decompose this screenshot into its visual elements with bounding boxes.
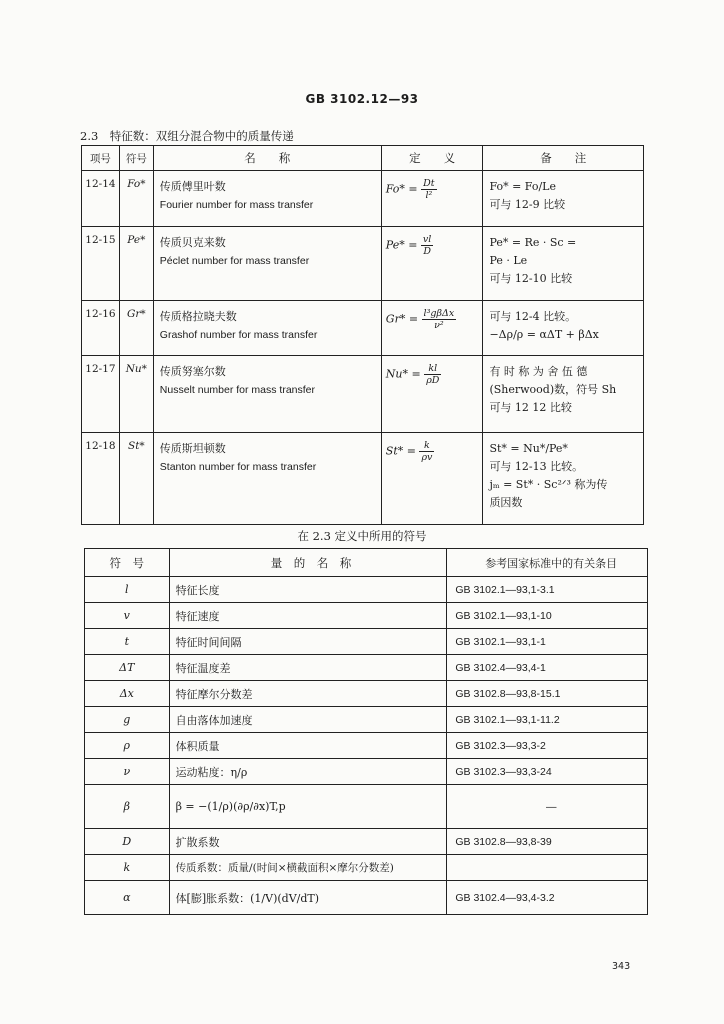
row-name bbox=[153, 433, 381, 525]
quantity-cell: 特征温度差 bbox=[169, 655, 447, 681]
def-fraction bbox=[421, 234, 433, 257]
col-header-symbol: 符号 bbox=[119, 146, 153, 171]
def-denominator: l² bbox=[425, 190, 433, 201]
quantity-cell: 体积质量 bbox=[169, 733, 447, 759]
symbols-table-caption: 在 2.3 定义中所用的符号 bbox=[297, 529, 427, 543]
row-id: 12-16 bbox=[82, 301, 120, 356]
def-numerator: vl bbox=[422, 234, 432, 245]
remark-line: 质因数 bbox=[489, 496, 523, 509]
remark-line: (Sherwood)数，符号 Sh bbox=[489, 383, 617, 396]
row-definition bbox=[381, 301, 483, 356]
quantity-cell: 运动粘度：η/ρ bbox=[169, 759, 447, 785]
quantity-cell: 特征时间间隔 bbox=[169, 629, 447, 655]
symbol-cell: Δx bbox=[85, 681, 170, 707]
col-header-name: 名 称 bbox=[153, 146, 381, 171]
quantity-cell: 体[膨]胀系数：(1/V)(dV/dT) bbox=[169, 881, 447, 915]
symbol-cell: β bbox=[85, 785, 170, 829]
def-fraction bbox=[421, 178, 436, 201]
reference-cell: GB 3102.4—93,4-1 bbox=[447, 655, 648, 681]
name-zh: 传质斯坦顿数 bbox=[159, 442, 226, 455]
def-lhs: Nu* = bbox=[385, 367, 421, 381]
table-row bbox=[82, 227, 644, 301]
symbol-cell: ν bbox=[85, 759, 170, 785]
symbol-cell: α bbox=[85, 881, 170, 915]
table-row bbox=[85, 759, 648, 785]
remark-line: jₘ = St* · Sc²ᐟ³ 称为传 bbox=[489, 478, 608, 491]
table-row bbox=[82, 356, 644, 433]
reference-cell: GB 3102.1—93,1-11.2 bbox=[447, 707, 648, 733]
symbol-cell: v bbox=[85, 603, 170, 629]
quantity-cell: 扩散系数 bbox=[169, 829, 447, 855]
quantity-cell: 特征摩尔分数差 bbox=[169, 681, 447, 707]
remark-line: Pe* = Re · Sc = bbox=[489, 236, 577, 249]
row-symbol: Nu* bbox=[119, 356, 153, 433]
table-row bbox=[85, 655, 648, 681]
col-header-symbol: 符 号 bbox=[85, 549, 170, 577]
def-lhs: Fo* = bbox=[385, 182, 418, 196]
row-remarks bbox=[483, 171, 644, 227]
table-row bbox=[85, 681, 648, 707]
symbol-cell: l bbox=[85, 577, 170, 603]
symbol-cell: g bbox=[85, 707, 170, 733]
name-zh: 传质努塞尔数 bbox=[159, 365, 226, 378]
table-row bbox=[85, 785, 648, 829]
remark-line: 可与 12-10 比较 bbox=[489, 272, 573, 285]
row-name bbox=[153, 356, 381, 433]
remark-line: 可与 12-4 比较。 bbox=[489, 310, 577, 323]
table-header-row bbox=[85, 549, 648, 577]
def-numerator: Dt bbox=[423, 178, 435, 189]
def-lhs: St* = bbox=[385, 444, 416, 458]
def-denominator: ρD bbox=[426, 375, 440, 386]
col-header-reference: 参考国家标准中的有关条目 bbox=[447, 549, 648, 577]
col-header-quantity: 量 的 名 称 bbox=[169, 549, 447, 577]
remark-line: St* = Nu*/Pe* bbox=[489, 442, 568, 455]
reference-cell: GB 3102.3—93,3-2 bbox=[447, 733, 648, 759]
remark-line: 可与 12-9 比较 bbox=[489, 198, 566, 211]
name-en: Nusselt number for mass transfer bbox=[159, 384, 316, 396]
table-row bbox=[82, 301, 644, 356]
def-denominator: ν² bbox=[434, 320, 444, 331]
row-symbol: Pe* bbox=[119, 227, 153, 301]
def-lhs: Gr* = bbox=[385, 312, 419, 326]
quantity-cell: β = −(1/ρ)(∂ρ/∂x)T,p bbox=[169, 785, 447, 829]
def-lhs: Pe* = bbox=[385, 238, 418, 252]
symbol-cell: D bbox=[85, 829, 170, 855]
table-row bbox=[85, 629, 648, 655]
row-definition bbox=[381, 433, 483, 525]
def-fraction bbox=[422, 308, 457, 331]
row-symbol: Gr* bbox=[119, 301, 153, 356]
table-row bbox=[82, 433, 644, 525]
row-symbol: St* bbox=[119, 433, 153, 525]
quantity-cell: 自由落体加速度 bbox=[169, 707, 447, 733]
characteristic-numbers-table bbox=[81, 145, 644, 525]
name-zh: 传质傅里叶数 bbox=[159, 180, 226, 193]
table-row bbox=[82, 171, 644, 227]
remark-line: 有 时 称 为 舍 伍 德 bbox=[489, 365, 588, 378]
table-row bbox=[85, 855, 648, 881]
def-numerator: k bbox=[419, 440, 434, 452]
name-en: Fourier number for mass transfer bbox=[159, 199, 314, 211]
name-en: Stanton number for mass transfer bbox=[159, 461, 317, 473]
symbols-table bbox=[84, 548, 648, 915]
remark-line: 可与 12 12 比较 bbox=[489, 401, 572, 414]
remark-line: 可与 12-13 比较。 bbox=[489, 460, 584, 473]
col-header-id: 项号 bbox=[82, 146, 120, 171]
row-remarks bbox=[483, 301, 644, 356]
row-id: 12-18 bbox=[82, 433, 120, 525]
row-id: 12-15 bbox=[82, 227, 120, 301]
table-row bbox=[85, 733, 648, 759]
reference-cell: GB 3102.8—93,8-39 bbox=[447, 829, 648, 855]
row-id: 12-17 bbox=[82, 356, 120, 433]
name-en: Péclet number for mass transfer bbox=[159, 255, 310, 267]
row-definition bbox=[381, 227, 483, 301]
def-numerator: l³gβΔx bbox=[423, 308, 455, 319]
col-header-remarks: 备 注 bbox=[483, 146, 644, 171]
symbol-cell: k bbox=[85, 855, 170, 881]
def-fraction bbox=[424, 363, 441, 386]
symbol-cell: ΔT bbox=[85, 655, 170, 681]
symbol-cell: t bbox=[85, 629, 170, 655]
table-row bbox=[85, 577, 648, 603]
row-symbol: Fo* bbox=[119, 171, 153, 227]
reference-cell: GB 3102.8—93,8-15.1 bbox=[447, 681, 648, 707]
name-zh: 传质格拉晓夫数 bbox=[159, 310, 237, 323]
row-remarks bbox=[483, 227, 644, 301]
row-name bbox=[153, 171, 381, 227]
reference-cell: GB 3102.4—93,4-3.2 bbox=[447, 881, 648, 915]
reference-cell: GB 3102.1—93,1-10 bbox=[447, 603, 648, 629]
def-numerator: kl bbox=[424, 363, 441, 375]
table-header-row bbox=[82, 146, 644, 171]
reference-cell: GB 3102.3—93,3-24 bbox=[447, 759, 648, 785]
reference-cell bbox=[447, 855, 648, 881]
row-definition bbox=[381, 171, 483, 227]
def-denominator: D bbox=[423, 246, 431, 257]
name-en: Grashof number for mass transfer bbox=[159, 329, 318, 341]
table-row bbox=[85, 603, 648, 629]
reference-cell: — bbox=[447, 785, 648, 829]
table-row bbox=[85, 881, 648, 915]
row-name bbox=[153, 301, 381, 356]
remark-line: Fo* = Fo/Le bbox=[489, 180, 556, 193]
quantity-cell: 特征速度 bbox=[169, 603, 447, 629]
section-title: 2.3 特征数：双组分混合物中的质量传递 bbox=[80, 129, 294, 143]
row-remarks bbox=[483, 356, 644, 433]
page-header: GB 3102.12—93 bbox=[305, 92, 419, 106]
page-number: 343 bbox=[612, 961, 631, 972]
col-header-definition: 定 义 bbox=[381, 146, 483, 171]
row-name bbox=[153, 227, 381, 301]
reference-cell: GB 3102.1—93,1-1 bbox=[447, 629, 648, 655]
def-fraction bbox=[419, 440, 434, 463]
quantity-cell: 传质系数：质量/(时间×横截面积×摩尔分数差) bbox=[169, 855, 447, 881]
reference-cell: GB 3102.1—93,1-3.1 bbox=[447, 577, 648, 603]
def-denominator: ρv bbox=[421, 452, 433, 463]
row-id: 12-14 bbox=[82, 171, 120, 227]
name-zh: 传质贝克来数 bbox=[159, 236, 226, 249]
row-definition bbox=[381, 356, 483, 433]
quantity-cell: 特征长度 bbox=[169, 577, 447, 603]
row-remarks bbox=[483, 433, 644, 525]
remark-line: Pe · Le bbox=[489, 254, 528, 267]
table-row bbox=[85, 829, 648, 855]
symbol-cell: ρ bbox=[85, 733, 170, 759]
remark-line: −Δρ/ρ = αΔT + βΔx bbox=[489, 328, 599, 341]
table-row bbox=[85, 707, 648, 733]
